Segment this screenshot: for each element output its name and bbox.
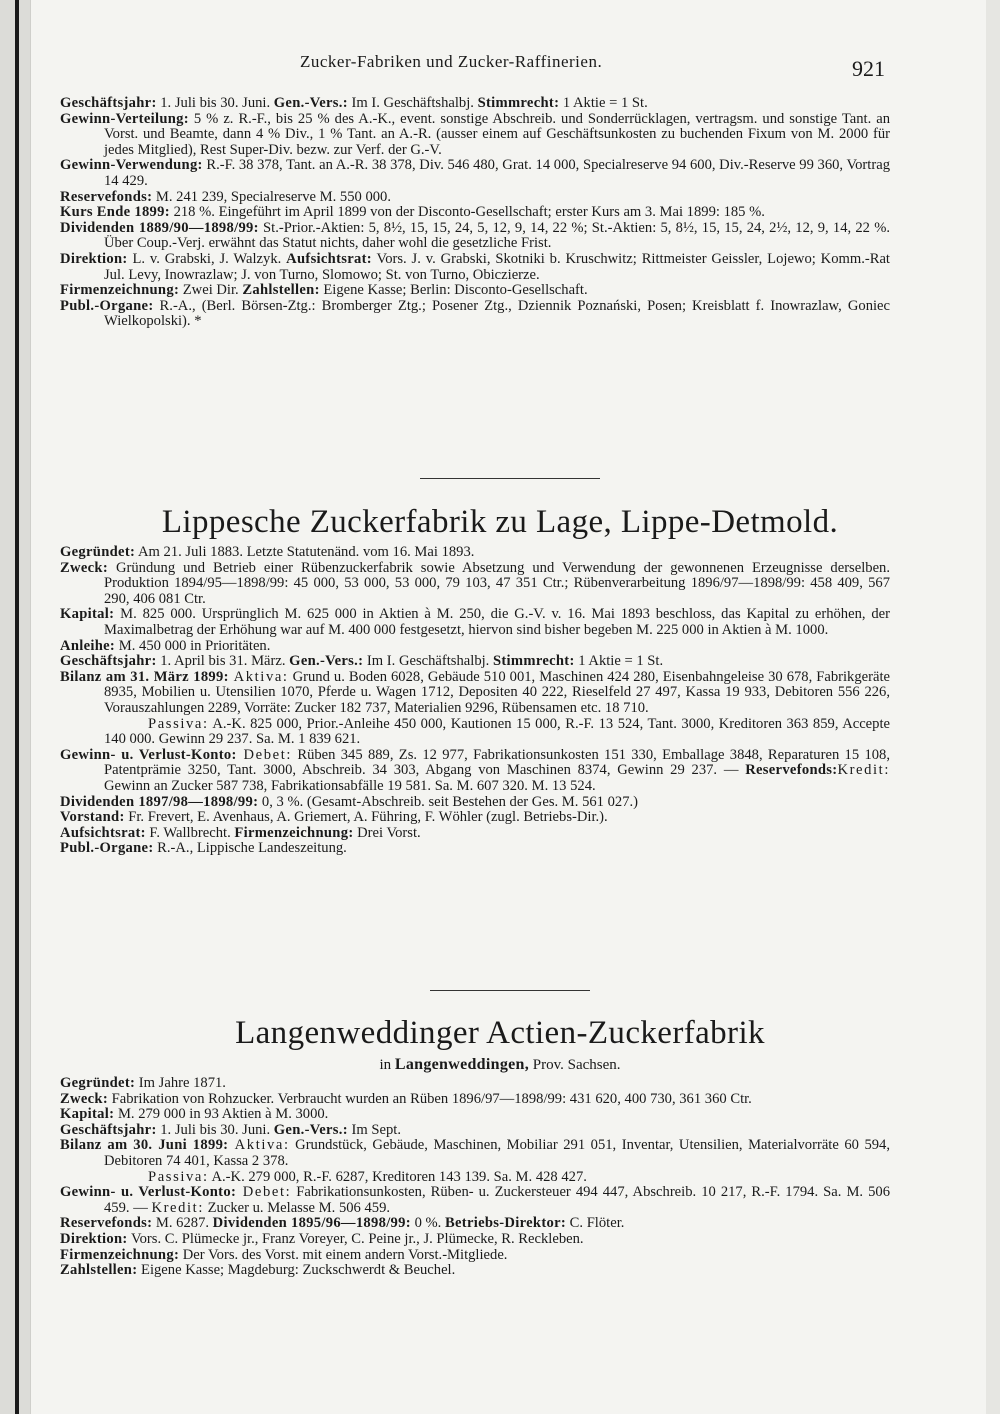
entry-paragraph (60, 1076, 890, 1092)
field-label: Gegründet: (60, 1075, 136, 1091)
entry-paragraph (60, 841, 890, 857)
entry-paragraph (60, 205, 890, 221)
entry-paragraph (60, 221, 890, 252)
field-value: Drei Vorst. (353, 824, 421, 841)
entry-paragraph (60, 717, 890, 748)
account-label: Debet: (236, 746, 293, 763)
field-value: Fabrikationsunkosten, Rüben- u. Zuckersteuer 494 447, Abschreib. 10 217, R.-F. 1794. Sa. M. 506 459. — (104, 1184, 890, 1216)
field-label: Geschäftsjahr: (60, 653, 157, 670)
field-value: C. Flöter. (566, 1215, 625, 1232)
field-value: Grundstück, Gebäude, Maschinen, Mobiliar 291 051, Inventar, Utensilien, Materialvorräte 60 594, Debitoren 74 401, Kassa 2 378. (104, 1137, 890, 1169)
field-value: 1 Aktie = 1 St. (559, 95, 648, 111)
field-label: Bilanz am 31. März 1899: (60, 668, 229, 685)
field-label: Gewinn-Verteilung: (60, 110, 189, 127)
running-header: Zucker-Fabriken und Zucker-Raffinerien. (300, 52, 603, 71)
location-place: Langenweddingen, (394, 1056, 530, 1073)
field-label: Firmenzeichnung: (234, 824, 354, 841)
field-label: Betriebs-Direktor: (444, 1215, 567, 1232)
account-label: Aktiva: (228, 668, 289, 685)
field-value: Gründung und Betrieb einer Rübenzuckerfabrik sowie Absetzung und Verwendung der gewonnenen Erzeugnisse derselben. Produktion 1894/95—1898/99: 45 000, 53 000, 53 000, 79 103, 47 351 Ctr.; Rübenverarbeitung 1896/97—1898/99: 458 409, 567 290, 406 081 Ctr. (104, 559, 890, 607)
field-value: M. 825 000. Ursprünglich M. 625 000 in Aktien à M. 250, die G.-V. v. 16. Mai 1893 beschloss, das Kapital zu erhöhen, der Maximalbetrag der Erhöhung war auf M. 400 000 festgesetzt, hiervon sind bisher begeben M. 225 000 in Aktien à M. 1000. (104, 606, 890, 638)
field-label: Geschäftsjahr: (60, 95, 157, 111)
field-label: Gen.-Vers.: (289, 653, 364, 670)
field-label: Aufsichtsrat: (286, 250, 372, 267)
field-label: Publ.-Organe: (60, 297, 154, 314)
field-label: Stimmrecht: (477, 95, 560, 111)
entry-paragraph (60, 1107, 890, 1123)
field-value: Grund u. Boden 6028, Gebäude 510 001, Maschinen 424 280, Eisenbahngeleise 30 678, Fabrikgeräte 8935, Mobilien u. Utensilien 1070, Pferde u. Wagen 1712, Depositen 40 222, Rieselfeld 27 497, Kassa 19 933, Debitoren 556 226, Vorauszahlungen 2289, Vorräte: Zucker 182 737, Materialien 9296, Rübensamen etc. 18 710. (104, 668, 891, 716)
account-label: Kredit: (837, 762, 890, 779)
company-title-langenweddinger: Langenweddinger Actien-Zuckerfabrik (235, 1015, 765, 1051)
entry-paragraph (60, 112, 890, 159)
field-label: Gen.-Vers.: (273, 1121, 348, 1138)
field-value: St.-Prior.-Aktien: 5, 8½, 15, 15, 24, 5, 12, 9, 14, 22 %; St.-Aktien: 5, 8½, 15, 15, 24, 2½, 12, 9, 14, 22 %. Über Coup.-Verj. erwähnt das Statut nichts, daher wohl die gesetzliche Frist. (104, 219, 890, 252)
entry-paragraph (60, 826, 890, 842)
entry-paragraph (60, 1138, 890, 1169)
field-label: Gewinn- u. Verlust-Konto: (60, 746, 237, 763)
field-value: L. v. Grabski, J. Walzyk. (127, 250, 287, 267)
entry-paragraph (60, 1185, 890, 1216)
field-value: Eigene Kasse; Magdeburg: Zuckschwerdt & Beuchel. (137, 1262, 456, 1279)
field-value: Am 21. Juli 1883. Letzte Statutenänd. vom 16. Mai 1893. (135, 544, 475, 560)
account-label: Kredit: (151, 1199, 204, 1216)
page-edge-right (986, 0, 1000, 1414)
field-value: Vors. C. Plümecke jr., Franz Voreyer, C. Peine jr., J. Plümecke, R. Reckleben. (127, 1230, 584, 1247)
field-value: 1. Juli bis 30. Juni. (156, 1121, 274, 1138)
field-label: Reservefonds: (745, 762, 838, 779)
field-value: Gewinn an Zucker 587 738, Fabrikationsabfälle 19 581. Sa. M. 607 320. (104, 777, 532, 794)
field-value: Fabrikation von Rohzucker. Verbraucht wurden an Rüben 1896/97—1898/99: 431 620, 400 730, 361 360 Ctr. (108, 1090, 752, 1107)
entry-paragraph (60, 1263, 890, 1279)
entry-paragraph (60, 299, 890, 330)
field-value: 5 % z. R.-F., bis 25 % des A.-K., event. sonstige Abschreib. und Sonderrücklagen, vertragsm. und sonstige Tant. an Vorst. und Beamte, dann 4 % Div., 1 % Tant. an A.-R. (ausser einem auf Geschäftsunkosten zu buchenden Fixum von M. 2000 für jedes Mitglied), Rest Super-Div. bezw. zur Verf. der G.-V. (104, 110, 890, 158)
entry-paragraph (60, 639, 890, 655)
field-value: Im I. Geschäftshalbj. (363, 653, 493, 670)
field-value: R.-A., (Berl. Börsen-Ztg.: Bromberger Ztg.; Posener Ztg., Dziennik Poznański, Posen; Kreisblatt f. Inowrazlaw, Goniec Wielkopolski). * (104, 297, 890, 330)
field-value: 1 Aktie = 1 St. (574, 653, 664, 670)
entry-paragraph (60, 810, 890, 826)
field-label: Kurs Ende 1899: (60, 204, 170, 221)
account-label: Passiva: (148, 1168, 209, 1185)
entry-paragraph (60, 561, 890, 608)
field-value: F. Wallbrecht. (145, 824, 235, 841)
entry-paragraph (60, 1170, 890, 1186)
field-label: Zahlstellen: (242, 282, 320, 299)
field-label: Firmenzeichnung: (60, 282, 180, 299)
entry-paragraph (60, 1123, 890, 1139)
account-label: Passiva: (148, 715, 209, 732)
field-label: Anleihe: (60, 637, 116, 654)
field-label: Zweck: (60, 559, 109, 576)
section-divider (430, 990, 590, 991)
entry-paragraph (60, 1232, 890, 1248)
entry-paragraph (60, 795, 890, 811)
field-value: R.-A., Lippische Landeszeitung. (153, 840, 347, 857)
field-value: 0 %. (410, 1215, 445, 1232)
entry-paragraph (60, 1092, 890, 1108)
field-label: Zahlstellen: (60, 1262, 138, 1279)
entry-paragraph (60, 748, 890, 795)
field-value: Im I. Geschäftshalbj. (347, 95, 478, 111)
field-label: Kapital: (60, 606, 115, 623)
field-value: Zucker u. Melasse M. 506 459. (203, 1199, 391, 1216)
field-value: 218 %. Eingeführt im April 1899 von der Disconto-Gesellschaft; erster Kurs am 3. Mai 1899: 185 %. (169, 204, 765, 221)
entry-langenweddinger (60, 1076, 890, 1279)
field-value: A.-K. 279 000, R.-F. 6287, Kreditoren 143 139. Sa. M. 428 427. (208, 1168, 587, 1185)
field-label: Aufsichtsrat: (60, 824, 146, 841)
page-number: 921 (852, 56, 885, 81)
field-value: Der Vors. des Vorst. mit einem andern Vorst.-Mitgliede. (179, 1246, 508, 1263)
location-prefix: in (379, 1057, 395, 1073)
field-value: Im Sept. (347, 1121, 401, 1138)
entry-continued (60, 96, 890, 330)
field-value: Eigene Kasse; Berlin: Disconto-Gesellschaft. (319, 282, 588, 299)
field-label: Kapital: (60, 1106, 115, 1123)
field-value: Zwei Dir. (179, 282, 243, 299)
account-label: Aktiva: (228, 1137, 290, 1154)
section-divider (420, 478, 600, 479)
field-label: Gewinn-Verwendung: (60, 157, 203, 174)
company-location (0, 1056, 1000, 1074)
location-suffix: Prov. Sachsen. (529, 1057, 621, 1073)
field-value: R.-F. 38 378, Tant. an A.-R. 38 378, Div. 546 480, Grat. 14 000, Specialreserve 94 600, Div.-Reserve 99 360, Vortrag 14 429. (104, 157, 890, 189)
entry-paragraph (60, 1216, 890, 1232)
field-value: 0, 3 %. (Gesamt-Abschreib. seit Bestehen der Ges. M. 561 027.) (258, 793, 639, 810)
field-label: Direktion: (60, 250, 128, 267)
entry-paragraph (60, 607, 890, 638)
entry-paragraph (60, 1248, 890, 1264)
entry-paragraph (60, 190, 890, 206)
field-value: Rüben 345 889, Zs. 12 977, Fabrikationsunkosten 151 330, Emballage 3848, Reparaturen 15 108, Patentprämie 3250, Tant. 3000, Abschreib. 34 303, Abgang von Maschinen 8374, Gewinn 29 237. — (104, 746, 890, 779)
field-label: Dividenden 1889/90—1898/99: (60, 219, 259, 236)
account-label: Debet: (236, 1184, 292, 1201)
field-label: Firmenzeichnung: (60, 1246, 180, 1263)
field-label: Vorstand: (60, 809, 125, 826)
field-label: Publ.-Organe: (60, 840, 154, 857)
entry-paragraph (60, 654, 890, 670)
field-label: Stimmrecht: (492, 653, 575, 670)
field-value: 1. Juli bis 30. Juni. (156, 95, 274, 111)
field-label: Dividenden 1895/96—1898/99: (212, 1215, 411, 1232)
company-title-lippesche: Lippesche Zuckerfabrik zu Lage, Lippe-Detmold. (161, 504, 839, 540)
entry-paragraph (60, 252, 890, 283)
field-label: Gewinn- u. Verlust-Konto: (60, 1184, 237, 1201)
field-label: Reservefonds: (60, 1215, 153, 1232)
field-label: Direktion: (60, 1230, 128, 1247)
field-value: Fr. Frevert, E. Avenhaus, A. Griemert, A. Führing, F. Wöhler (zugl. Betriebs-Dir.). (124, 809, 608, 826)
field-label: Gen.-Vers.: (273, 95, 348, 111)
entry-paragraph (60, 545, 890, 561)
entry-paragraph (60, 96, 890, 112)
field-label: Zweck: (60, 1090, 109, 1107)
field-value: M. 6287. (152, 1215, 213, 1232)
field-label: Gegründet: (60, 544, 136, 560)
field-label: Reservefonds: (60, 188, 153, 205)
field-value: Im Jahre 1871. (135, 1075, 226, 1091)
field-value: Vors. J. v. Grabski, Skotniki b. Kruschwitz; Rittmeister Geissler, Lojewo; Komm.-Rat Jul. Levy, Inowrazlaw; J. von Turno, Slomowo; St. von Turno, Obiczierze. (104, 250, 890, 283)
binding-line (15, 0, 19, 1414)
field-value: A.-K. 825 000, Prior.-Anleihe 450 000, Kautionen 15 000, R.-F. 13 524, Tant. 3000, Kreditoren 363 859, Accepte 140 000. Gewinn 29 237. Sa. M. 1 839 621. (104, 715, 890, 748)
field-label: Bilanz am 30. Juni 1899: (60, 1137, 229, 1154)
field-value: M. 279 000 in 93 Aktien à M. 3000. (114, 1106, 329, 1123)
field-label: Geschäftsjahr: (60, 1121, 157, 1138)
entry-paragraph (60, 158, 890, 189)
entry-paragraph (60, 283, 890, 299)
entry-paragraph (60, 670, 890, 717)
field-value: M. 241 239, Specialreserve M. 550 000. (152, 188, 391, 205)
entry-lippesche (60, 545, 890, 857)
field-value: M. 13 524. (531, 777, 596, 794)
field-value: M. 450 000 in Prioritäten. (115, 637, 271, 654)
field-value: 1. April bis 31. März. (156, 653, 290, 670)
field-label: Dividenden 1897/98—1898/99: (60, 793, 259, 810)
